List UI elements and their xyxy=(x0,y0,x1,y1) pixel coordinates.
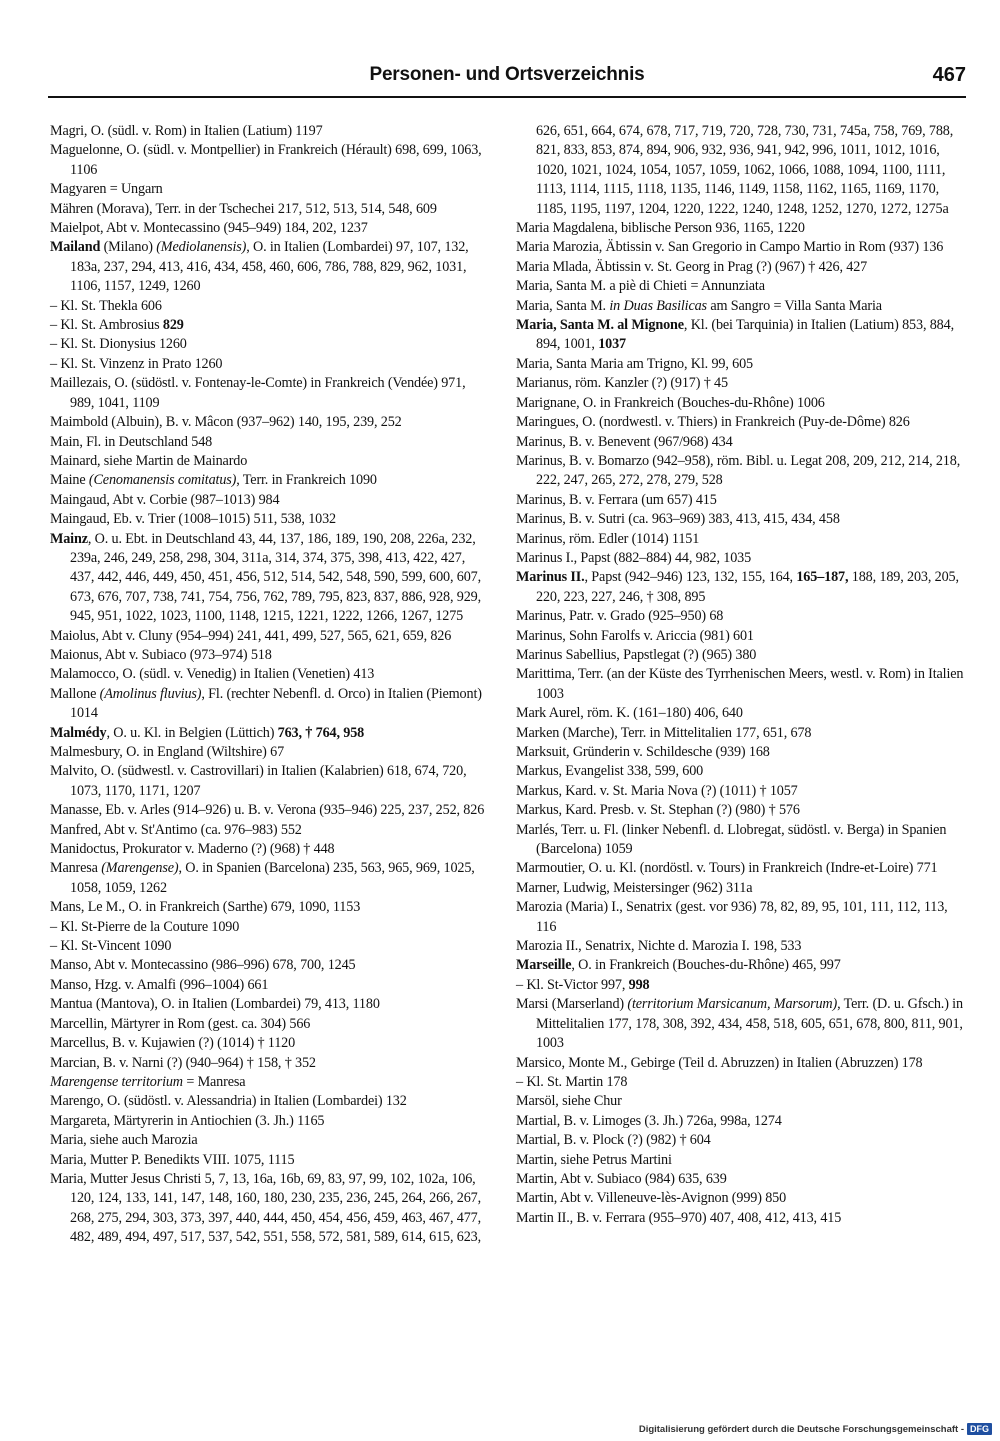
index-entry xyxy=(516,530,966,549)
entry-text: , O. in Spanien (Barcelona) 235, 563, 965, 969, 1025, 1058, 1059, 1262 xyxy=(70,860,475,896)
entry-headword: Mainz xyxy=(50,530,88,547)
index-entry xyxy=(50,1092,492,1111)
entry-latin-name: (Marengense) xyxy=(101,860,179,877)
entry-text: Maria Mlada, Äbtissin v. St. Georg in Prag (?) (967) † 426, 427 xyxy=(516,258,868,275)
index-entry xyxy=(516,879,966,898)
index-entry xyxy=(516,743,966,762)
entry-text: , Papst (942–946) 123, 132, 155, 164, xyxy=(584,569,797,586)
entry-text: Maionus, Abt v. Subiaco (973–974) 518 xyxy=(50,646,272,663)
entry-text: – Kl. St-Vincent 1090 xyxy=(50,938,172,955)
entry-text: Main, Fl. in Deutschland 548 xyxy=(50,433,213,450)
index-entry xyxy=(50,743,492,762)
index-entry xyxy=(516,1054,966,1073)
index-entry xyxy=(516,374,966,393)
entry-text: Marinus, Patr. v. Grado (925–950) 68 xyxy=(516,608,724,625)
entry-text: Manfred, Abt v. St'Antimo (ca. 976–983) 552 xyxy=(50,821,302,838)
entry-text: Maria, Mutter P. Benedikts VIII. 1075, 1115 xyxy=(50,1151,295,1168)
index-entry xyxy=(516,277,966,296)
entry-latin-name: (Cenomanensis comitatus) xyxy=(88,472,237,489)
index-entry xyxy=(50,238,492,296)
entry-text: Manidoctus, Prokurator v. Maderno (?) (968) † 448 xyxy=(50,841,335,858)
entry-text: , Terr. (D. u. Gfsch.) in Mittelitalien 177, 178, 308, 392, 434, 458, 518, 605, 651, 678, 800, 811, 901, 1003 xyxy=(536,996,963,1052)
entry-text: Malmesbury, O. in England (Wiltshire) 67 xyxy=(50,744,285,760)
entry-main-reference: 1037 xyxy=(598,336,626,353)
entry-text: Mainard, siehe Martin de Mainardo xyxy=(50,452,248,469)
index-entry xyxy=(516,258,966,277)
index-entry xyxy=(50,452,492,471)
entry-headword: Manresa xyxy=(50,860,102,877)
entry-text: 626, 651, 664, 674, 678, 717, 719, 720, 728, 730, 731, 745a, 758, 769, 788, 821, 833, 853, 874, 894, 906, 932, 936, 941, 942, 996, 1011, 1012, 1016, 1020, 1021, 1024, 1054, 1057, 1059, 1062, 1066, 1088, 1094, 1100, 1111, 1113, 1114, 1115, 1118, 1135, 1146, 1149, 1158, 1162, 1165, 1169, 1170, 1185, 1195, 1197, 1204, 1220, 1222, 1240, 1248, 1252, 1270, 1272, 1275a xyxy=(536,123,954,217)
entry-headword: Marsi (Marserland) xyxy=(516,996,628,1013)
index-entry xyxy=(516,394,966,413)
index-entry xyxy=(50,530,492,627)
entry-text: Marengo, O. (südöstl. v. Alessandria) in Italien (Lombardei) 132 xyxy=(50,1093,407,1110)
entry-text: Maimbold (Albuin), B. v. Mâcon (937–962) 140, 195, 239, 252 xyxy=(50,414,402,431)
entry-text: Markus, Kard. v. St. Maria Nova (?) (1011) † 1057 xyxy=(516,782,798,799)
index-entry xyxy=(516,801,966,820)
entry-text: Marittima, Terr. (an der Küste des Tyrrhenischen Meers, westl. v. Rom) in Italien 1003 xyxy=(516,666,964,702)
entry-text: Martin, siehe Petrus Martini xyxy=(516,1151,672,1168)
entry-text: Manso, Abt v. Montecassino (986–996) 678, 700, 1245 xyxy=(50,957,356,974)
entry-headword: Maria, Santa M. al Mignone xyxy=(516,317,684,334)
index-entry xyxy=(50,141,492,180)
index-entry xyxy=(50,200,492,219)
entry-text: Maria, siehe auch Marozia xyxy=(50,1132,198,1149)
index-entry xyxy=(516,665,966,704)
entry-text: – Kl. St. Martin 178 xyxy=(516,1073,628,1090)
entry-text: Marianus, röm. Kanzler (?) (917) † 45 xyxy=(516,375,728,392)
entry-text: Maiolus, Abt v. Cluny (954–994) 241, 441, 499, 527, 565, 621, 659, 826 xyxy=(50,627,452,644)
index-entry xyxy=(50,937,492,956)
index-entry xyxy=(516,627,966,646)
entry-text: Marinus, röm. Edler (1014) 1151 xyxy=(516,530,700,547)
index-entry xyxy=(516,1151,966,1170)
entry-main-reference: 829 xyxy=(162,317,184,334)
index-entry xyxy=(50,1151,492,1170)
entry-text: Marinus, Sohn Farolfs v. Ariccia (981) 601 xyxy=(516,627,754,644)
page-title: Personen- und Ortsverzeichnis xyxy=(369,64,645,85)
page-number: 467 xyxy=(932,64,966,86)
index-entry xyxy=(50,1015,492,1034)
index-entry xyxy=(516,297,966,316)
entry-text: Marmoutier, O. u. Kl. (nordöstl. v. Tours) in Frankreich (Indre-et-Loire) 771 xyxy=(516,860,938,877)
footer-credit-text: Digitalisierung gefördert durch die Deutsche Forschungsgemeinschaft - xyxy=(638,1423,964,1435)
index-entry xyxy=(50,471,492,490)
entry-text: Marlés, Terr. u. Fl. (linker Nebenfl. d. Llobregat, südöstl. v. Berga) in Spanien (Barcelona) 1059 xyxy=(516,821,947,858)
dfg-logo: DFG xyxy=(967,1423,992,1435)
entry-text: Magri, O. (südl. v. Rom) in Italien (Latium) 1197 xyxy=(50,123,323,139)
entry-text: Magyaren = Ungarn xyxy=(50,181,163,198)
index-entry xyxy=(516,704,966,723)
index-entry xyxy=(50,491,492,510)
entry-text: Martin, Abt v. Subiaco (984) 635, 639 xyxy=(516,1170,727,1187)
entry-latin-name: Marengense territorium xyxy=(50,1073,183,1090)
entry-latin-name: (Mediolanensis) xyxy=(156,239,247,256)
index-entry xyxy=(516,510,966,529)
index-entry xyxy=(516,1209,966,1228)
index-entry xyxy=(516,238,966,257)
entry-text: Margareta, Märtyrerin in Antiochien (3. Jh.) 1165 xyxy=(50,1112,325,1129)
index-entry xyxy=(516,976,966,995)
index-entry xyxy=(50,355,492,374)
entry-text: Maria, Mutter Jesus Christi 5, 7, 13, 16a, 16b, 69, 83, 97, 99, 102, 102a, 106, 120, 124, 133, 141, 147, 148, 160, 180, 230, 235, 236, 245, 264, 266, 267, 268, 275, 294, 303, 373, 397, 440, 444, 450, 454, 456, 459, 463, 467, 477, 482, 489, 494, 497, 517, 537, 542, 551, 558, 572, 581, 589, 614, 615, 623, xyxy=(50,1170,481,1246)
entry-text: Marsico, Monte M., Gebirge (Teil d. Abruzzen) in Italien (Abruzzen) 178 xyxy=(516,1054,923,1071)
index-entry xyxy=(516,607,966,626)
index-entry xyxy=(50,821,492,840)
index-entry xyxy=(50,898,492,917)
entry-text: Marignane, O. in Frankreich (Bouches-du-Rhône) 1006 xyxy=(516,394,825,411)
entry-text: Maria Marozia, Äbtissin v. San Gregorio in Campo Martio in Rom (937) 136 xyxy=(516,239,944,256)
index-entry xyxy=(50,316,492,335)
entry-text: am Sangro = Villa Santa Maria xyxy=(706,297,882,314)
index-entry xyxy=(516,316,966,355)
index-entry xyxy=(50,724,492,743)
index-entry xyxy=(50,762,492,801)
index-entry xyxy=(50,995,492,1014)
index-entry xyxy=(516,956,966,975)
entry-text: Marinus, B. v. Ferrara (um 657) 415 xyxy=(516,491,717,508)
entry-text: Marozia II., Senatrix, Nichte d. Marozia I. 198, 533 xyxy=(516,938,802,955)
entry-text: Maringues, O. (nordwestl. v. Thiers) in Frankreich (Puy-de-Dôme) 826 xyxy=(516,414,910,431)
entry-text: , O. u. Ebt. in Deutschland 43, 44, 137, 186, 189, 190, 208, 226a, 232, 239a, 246, 249, 258, 298, 304, 311a, 314, 374, 375, 398, 413, 422, 427, 437, 442, 446, 449, 450, 451, 456, 512, 514, 542, 548, 590, 599, 600, 607, 673, 676, 707, 738, 741, 754, 756, 762, 789, 795, 823, 837, 886, 928, 929, 945, 951, 1022, 1023, 1100, 1148, 1215, 1221, 1222, 1266, 1267, 1275 xyxy=(70,530,481,625)
entry-text: Maria, Santa Maria am Trigno, Kl. 99, 605 xyxy=(516,355,753,372)
index-entry xyxy=(50,956,492,975)
index-entry xyxy=(50,413,492,432)
index-entry xyxy=(516,219,966,238)
entry-text: Maillezais, O. (südöstl. v. Fontenay-le-Comte) in Frankreich (Vendée) 971, 989, 1041, 1109 xyxy=(50,375,466,411)
index-entry xyxy=(516,782,966,801)
entry-text: Martin, Abt v. Villeneuve-lès-Avignon (999) 850 xyxy=(516,1190,787,1207)
right-column xyxy=(516,122,966,1228)
entry-text: (Milano) xyxy=(100,239,157,256)
index-entry xyxy=(50,433,492,452)
entry-text: – Kl. St. Thekla 606 xyxy=(50,297,162,314)
entry-text: Malamocco, O. (südl. v. Venedig) in Italien (Venetien) 413 xyxy=(50,666,375,683)
entry-text: Malvito, O. (südwestl. v. Castrovillari) in Italien (Kalabrien) 618, 674, 720, 1073, 1170, 1171, 1207 xyxy=(50,763,467,799)
index-entry xyxy=(50,122,492,141)
index-entry xyxy=(516,122,966,219)
entry-latin-name: (Amolinus fluvius) xyxy=(99,685,202,702)
entry-main-reference: 998 xyxy=(628,976,650,993)
entry-text: Manasse, Eb. v. Arles (914–926) u. B. v. Verona (935–946) 225, 237, 252, 826 xyxy=(50,802,485,819)
index-entry xyxy=(516,549,966,568)
index-entry xyxy=(50,918,492,937)
entry-text: – Kl. St. Dionysius 1260 xyxy=(50,336,187,353)
index-entry xyxy=(50,646,492,665)
entry-text: Marinus I., Papst (882–884) 44, 982, 1035 xyxy=(516,549,752,566)
entry-text: Mans, Le M., O. in Frankreich (Sarthe) 679, 1090, 1153 xyxy=(50,899,361,916)
entry-latin-name: in Duas Basilicas xyxy=(609,297,707,314)
entry-text: , Terr. in Frankreich 1090 xyxy=(236,472,377,489)
index-entry xyxy=(50,1112,492,1131)
entry-text: = Manresa xyxy=(182,1073,246,1090)
entry-text: Marcian, B. v. Narni (?) (940–964) † 158, † 352 xyxy=(50,1054,316,1071)
index-entry xyxy=(50,665,492,684)
index-entry xyxy=(516,762,966,781)
index-entry xyxy=(516,1073,966,1092)
entry-text: , Kl. (bei Tarquinia) in Italien (Latium) 853, 884, 894, 1001, xyxy=(536,317,954,353)
entry-text: Mantua (Mantova), O. in Italien (Lombardei) 79, 413, 1180 xyxy=(50,996,380,1013)
left-column xyxy=(50,122,492,1248)
index-entry xyxy=(516,491,966,510)
entry-main-reference: 763, † 764, 958 xyxy=(277,724,365,741)
entry-headword: Malmédy xyxy=(50,724,107,741)
entry-text: Marinus Sabellius, Papstlegat (?) (965) 380 xyxy=(516,646,757,663)
entry-text: Marinus, B. v. Bomarzo (942–958), röm. Bibl. u. Legat 208, 209, 212, 214, 218, 222, 247, 265, 272, 278, 279, 528 xyxy=(516,452,961,489)
entry-text: Maielpot, Abt v. Montecassino (945–949) 184, 202, 1237 xyxy=(50,220,368,237)
index-entry xyxy=(50,976,492,995)
index-entry xyxy=(516,724,966,743)
entry-headword: Maria, Santa M. xyxy=(516,297,610,314)
index-entry xyxy=(50,335,492,354)
entry-text: Martin II., B. v. Ferrara (955–970) 407, 408, 412, 413, 415 xyxy=(516,1209,842,1226)
entry-headword: Marseille xyxy=(516,957,572,974)
index-entry xyxy=(50,1170,492,1248)
index-entry xyxy=(516,646,966,665)
entry-text: Marinus, B. v. Benevent (967/968) 434 xyxy=(516,433,733,450)
index-entry xyxy=(50,685,492,724)
index-entry xyxy=(50,374,492,413)
entry-text: 188, 189, 203, 205, 220, 223, 227, 246, † 308, 895 xyxy=(536,569,959,605)
entry-text: Marsöl, siehe Chur xyxy=(516,1093,622,1110)
entry-headword: Mallone xyxy=(50,685,100,702)
index-entry xyxy=(516,355,966,374)
entry-text: – Kl. St-Pierre de la Couture 1090 xyxy=(50,918,240,935)
entry-latin-name: (territorium Marsicanum, Marsorum) xyxy=(627,996,838,1013)
entry-text: , O. in Italien (Lombardei) 97, 107, 132, 183a, 237, 294, 413, 416, 434, 458, 460, 606, 786, 788, 829, 962, 1031, 1106, 1157, 1249, 1260 xyxy=(70,239,469,295)
page-header xyxy=(48,62,966,98)
index-entry xyxy=(50,1054,492,1073)
entry-text: Mark Aurel, röm. K. (161–180) 406, 640 xyxy=(516,705,743,722)
index-entry xyxy=(516,1092,966,1111)
index-entry xyxy=(50,840,492,859)
entry-text: Maria, Santa M. a piè di Chieti = Annunziata xyxy=(516,278,765,295)
entry-text: Marozia (Maria) I., Senatrix (gest. vor 936) 78, 82, 89, 95, 101, 111, 112, 113, 116 xyxy=(516,899,948,935)
entry-headword: Mailand xyxy=(50,239,101,256)
entry-text: , O. in Frankreich (Bouches-du-Rhône) 465, 997 xyxy=(571,957,841,974)
entry-text: Manso, Hzg. v. Amalfi (996–1004) 661 xyxy=(50,976,269,993)
entry-text: – Kl. St-Victor 997, xyxy=(516,976,629,993)
index-entry xyxy=(516,995,966,1053)
entry-text: – Kl. St. Ambrosius xyxy=(50,317,163,334)
entry-text: Maingaud, Eb. v. Trier (1008–1015) 511, 538, 1032 xyxy=(50,511,336,528)
index-entry xyxy=(516,898,966,937)
index-entry xyxy=(50,1034,492,1053)
entry-text: , Fl. (rechter Nebenfl. d. Orco) in Italien (Piemont) 1014 xyxy=(70,685,482,722)
entry-text: Maingaud, Abt v. Corbie (987–1013) 984 xyxy=(50,491,280,508)
entry-text: Markus, Kard. Presb. v. St. Stephan (?) (980) † 576 xyxy=(516,802,800,819)
index-entry xyxy=(50,859,492,898)
index-entry xyxy=(516,452,966,491)
index-entry xyxy=(516,1189,966,1208)
index-entry xyxy=(516,568,966,607)
entry-text: Marcellus, B. v. Kujawien (?) (1014) † 1120 xyxy=(50,1035,296,1052)
entry-headword: Maine xyxy=(50,472,89,489)
entry-headword: Marinus II. xyxy=(516,569,585,586)
footer-credit xyxy=(639,1423,992,1435)
entry-text: Marcellin, Märtyrer in Rom (gest. ca. 304) 566 xyxy=(50,1015,311,1032)
entry-text: Marken (Marche), Terr. in Mittelitalien 177, 651, 678 xyxy=(516,724,812,741)
index-entry xyxy=(516,1170,966,1189)
entry-text: – Kl. St. Vinzenz in Prato 1260 xyxy=(50,355,223,372)
index-entry xyxy=(50,1073,492,1092)
index-entry xyxy=(50,297,492,316)
entry-text: Maguelonne, O. (südl. v. Montpellier) in Frankreich (Hérault) 698, 699, 1063, 1106 xyxy=(50,142,482,178)
index-entry xyxy=(516,859,966,878)
index-entry xyxy=(516,937,966,956)
entry-text: Martial, B. v. Limoges (3. Jh.) 726a, 998a, 1274 xyxy=(516,1112,782,1129)
index-entry xyxy=(50,180,492,199)
entry-text: Marner, Ludwig, Meistersinger (962) 311a xyxy=(516,879,753,896)
entry-text: , O. u. Kl. in Belgien (Lüttich) xyxy=(106,724,278,741)
entry-text: Marinus, B. v. Sutri (ca. 963–969) 383, 413, 415, 434, 458 xyxy=(516,511,840,528)
entry-text: Markus, Evangelist 338, 599, 600 xyxy=(516,763,704,780)
index-entry xyxy=(516,413,966,432)
index-entry xyxy=(50,801,492,820)
index-entry xyxy=(50,219,492,238)
entry-text: Martial, B. v. Plock (?) (982) † 604 xyxy=(516,1132,711,1149)
entry-text: Maria Magdalena, biblische Person 936, 1165, 1220 xyxy=(516,220,805,237)
index-entry xyxy=(516,1131,966,1150)
index-entry xyxy=(50,627,492,646)
index-entry xyxy=(50,1131,492,1150)
entry-text: Marksuit, Gründerin v. Schildesche (939) 168 xyxy=(516,744,770,760)
entry-main-reference: 165–187, xyxy=(796,569,849,586)
index-entry xyxy=(50,510,492,529)
index-entry xyxy=(516,433,966,452)
index-entry xyxy=(516,1112,966,1131)
entry-text: Mähren (Morava), Terr. in der Tschechei 217, 512, 513, 514, 548, 609 xyxy=(50,200,437,217)
index-entry xyxy=(516,821,966,860)
